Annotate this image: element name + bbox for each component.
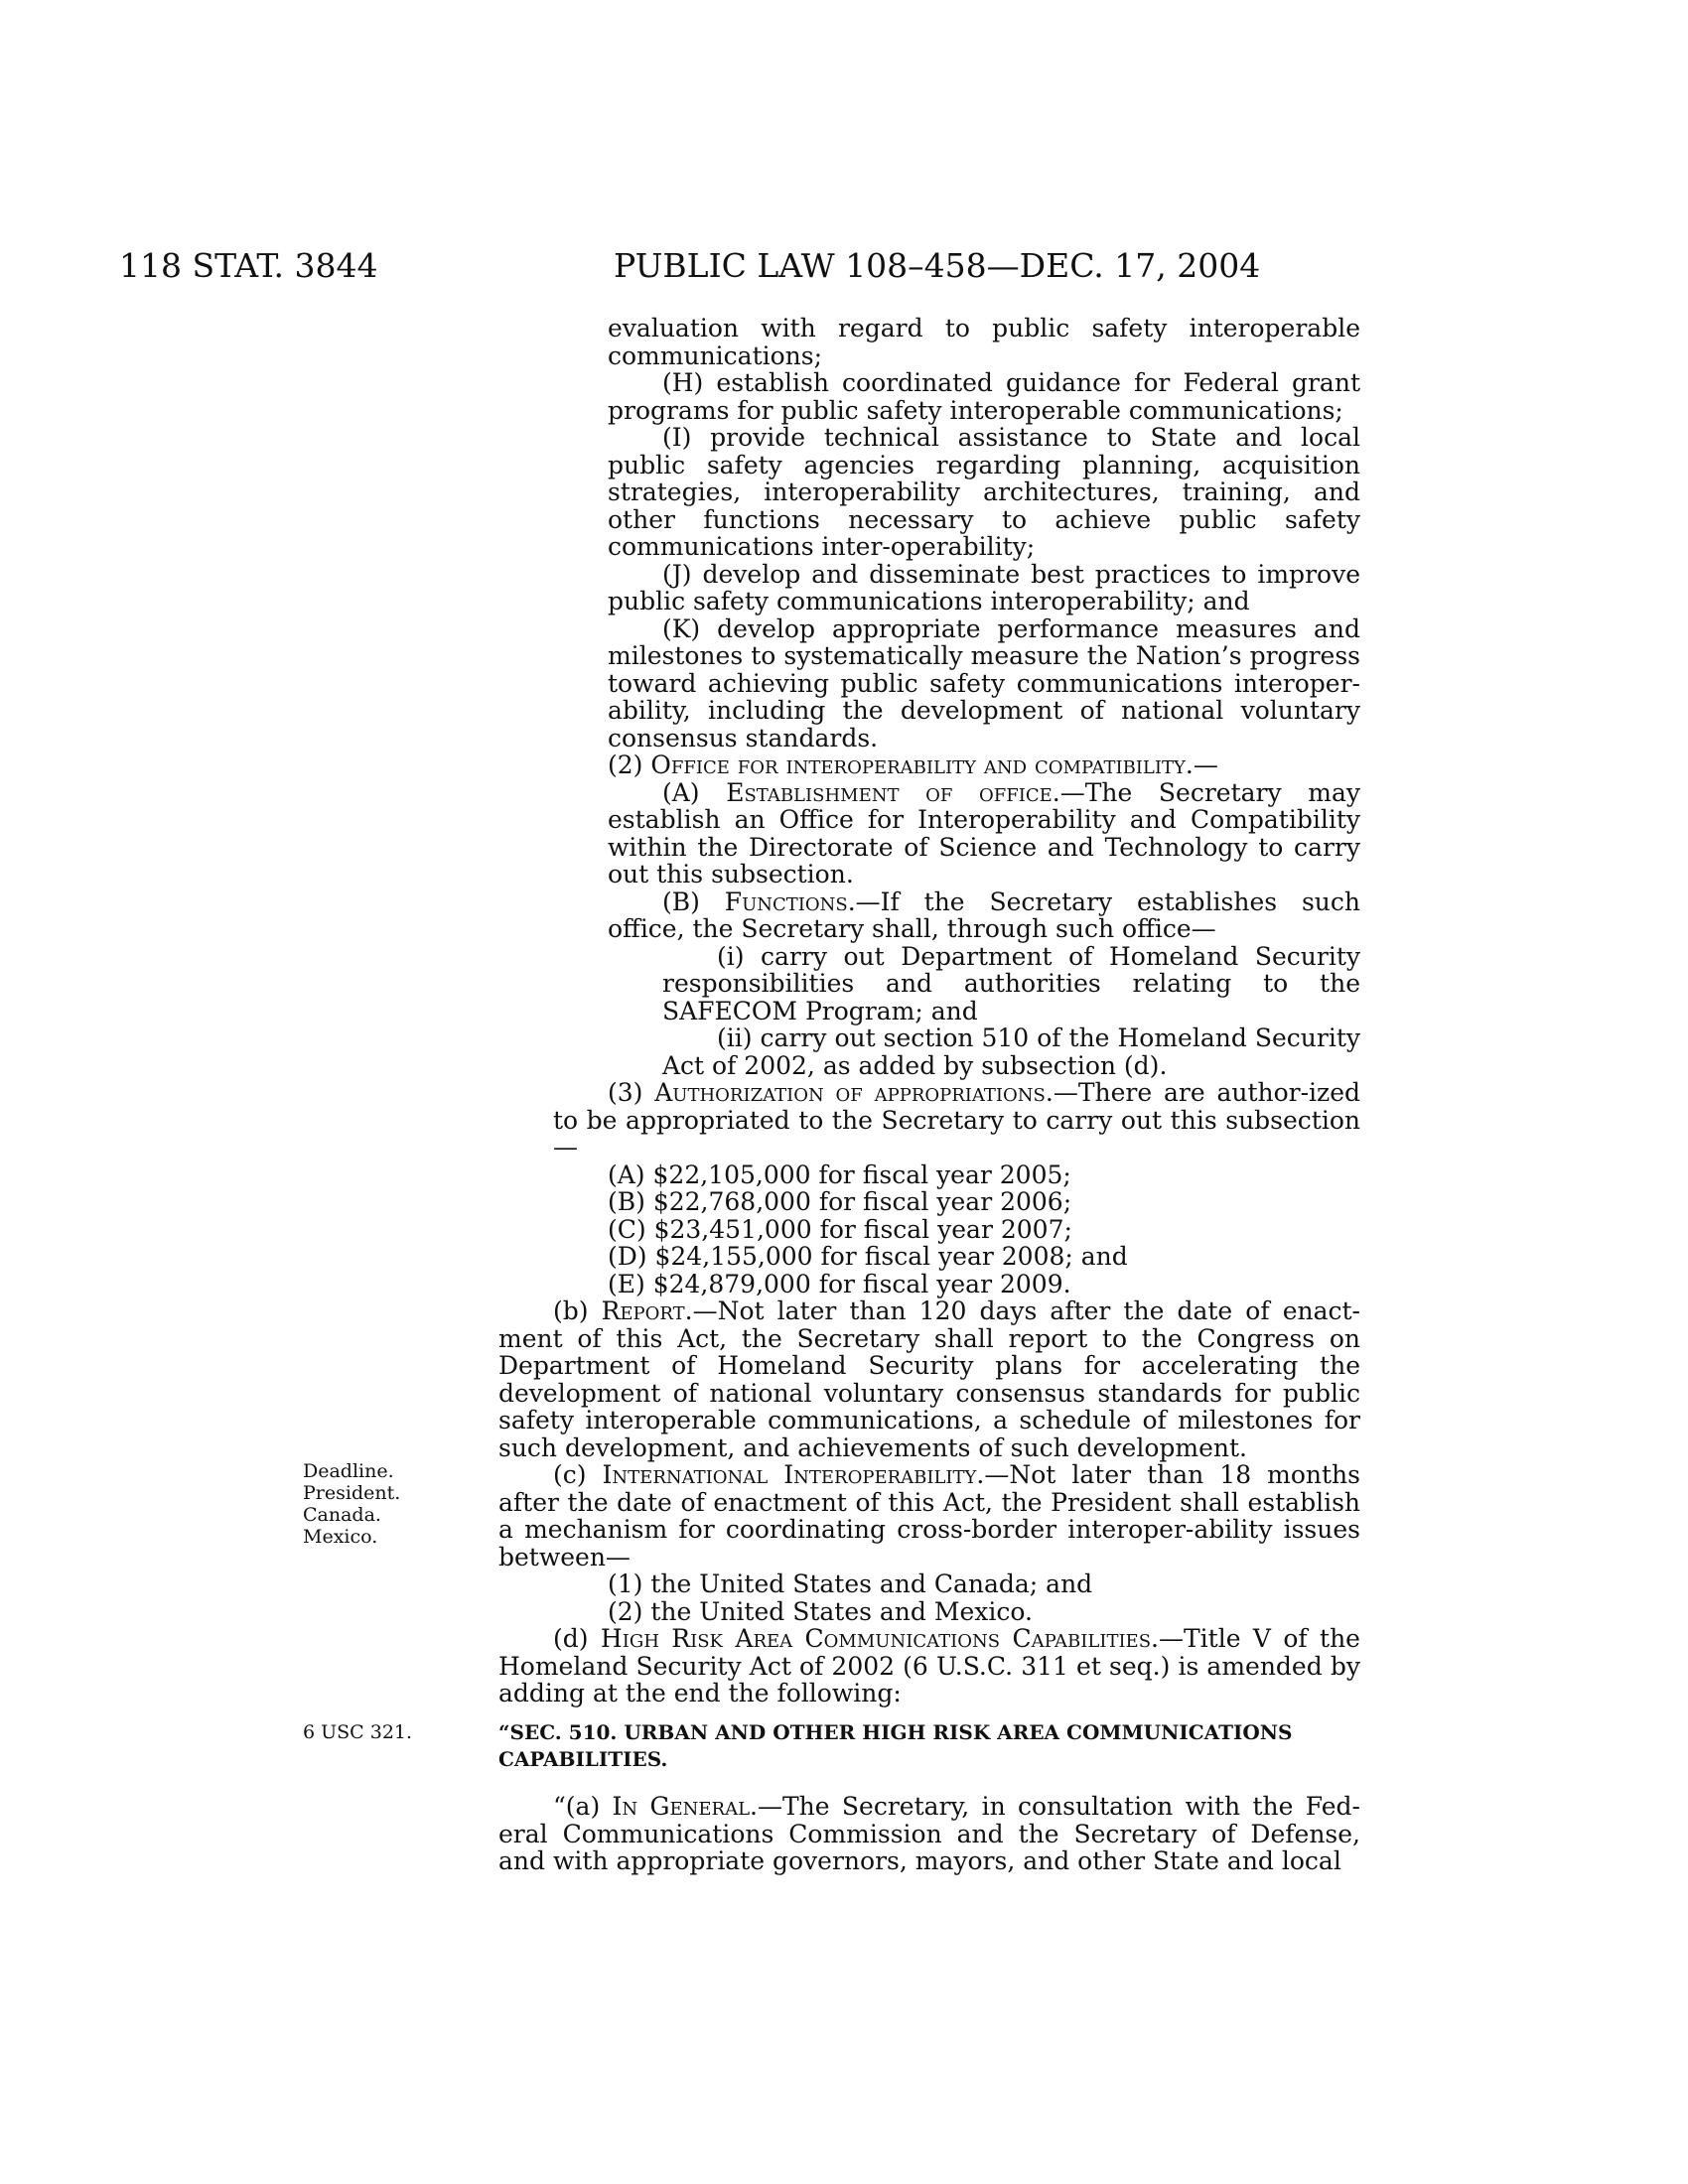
section-510-body xyxy=(498,1793,1360,1875)
paragraph-h: (H) establish coordinated guidance for Federal grant programs for public safety interoperable communications; xyxy=(608,368,1360,425)
indented-column-upper xyxy=(608,315,1360,1079)
paragraph-i: (I) provide technical assistance to State and local public safety agencies regarding planning, acquisition strategies, interoperability architectures, training, and other functions necessary to achieve public safety communications inter-operability; xyxy=(608,423,1360,561)
paragraph-c-international: (c) International Interoperability.—Not later than 18 months after the date of enactment of this Act, the President shall establish a mechanism for coordinating cross-border interoper-ability issues between— xyxy=(498,1460,1360,1571)
margin-note-mexico-label: Mexico. xyxy=(303,1526,378,1548)
clause-ii: (ii) carry out section 510 of the Homeland Security Act of 2002, as added by subsection (d). xyxy=(662,1024,1360,1080)
paragraph-j: (J) develop and disseminate best practices to improve public safety communications interoperability; and xyxy=(608,559,1360,615)
paragraph-2b: (B) Functions.—If the Secretary establishes such office, the Secretary shall, through such office— xyxy=(608,887,1360,943)
appropriations-list xyxy=(498,1161,1360,1298)
paragraph-k: (K) develop appropriate performance measures and milestones to systematically measure the Nation’s progress toward achieving public safety communications interoper-ability, including the development of national voluntary consensus standards. xyxy=(608,614,1360,752)
paragraph-c1: (1) the United States and Canada; and xyxy=(608,1570,1093,1598)
page-stat-number: 118 STAT. 3844 xyxy=(119,246,378,285)
appropriation-item: (A) $22,105,000 for fiscal year 2005; xyxy=(608,1160,1071,1189)
section-510-heading: “SEC. 510. URBAN AND OTHER HIGH RISK AREA COMMUNICATIONS CAPABILITIES. xyxy=(498,1720,1293,1771)
paragraph-2a: (A) Establishment of office.—The Secretary may establish an Office for Interoperability and Compatibility within the Directorate of Science and Technology to carry out this subsection. xyxy=(608,777,1360,888)
appropriation-item: (B) $22,768,000 for fiscal year 2006; xyxy=(608,1187,1072,1216)
clause-i: (i) carry out Department of Homeland Security responsibilities and authorities relating to the SAFECOM Program; and xyxy=(662,941,1360,1025)
appropriation-item: (E) $24,879,000 for fiscal year 2009. xyxy=(608,1269,1071,1298)
paragraph-3-authorization: (3) Authorization of appropriations.—There are author-ized to be appropriated to the Secretary to carry out this subsection— xyxy=(553,1078,1361,1161)
paragraph-d-high-risk: (d) High Risk Area Communications Capabilities.—Title V of the Homeland Security Act of 2002 (6 U.S.C. 311 et seq.) is amended by adding at the end the following: xyxy=(498,1624,1360,1707)
margin-note-usc: 6 USC 321. xyxy=(303,1721,413,1743)
paragraph-c2: (2) the United States and Mexico. xyxy=(608,1596,1033,1626)
paragraph-2-heading: (2) Office for interoperability and compatibility.— xyxy=(608,751,1218,779)
main-column-lower xyxy=(498,1079,1360,1707)
margin-note-canada-label: Canada. xyxy=(303,1504,381,1526)
appropriation-item: (D) $24,155,000 for fiscal year 2008; and xyxy=(608,1242,1128,1271)
paragraph-g-continuation: evaluation with regard to public safety interoperable communications; xyxy=(608,314,1360,370)
margin-note-deadline xyxy=(303,1460,400,1548)
margin-note-deadline-label: Deadline. xyxy=(303,1460,394,1482)
paragraph-b-report: (b) Report.—Not later than 120 days after the date of enact-ment of this Act, the Secretary shall report to the Congress on Department of Homeland Security plans for accelerating the development of national voluntary consensus standards for public safety interoperable communications, a schedule of milestones for such development, and achievements of such development. xyxy=(498,1297,1360,1462)
running-header-title: PUBLIC LAW 108–458—DEC. 17, 2004 xyxy=(614,246,1261,285)
paragraph-510a: “(a) In General.—The Secretary, in consultation with the Fed-eral Communications Commission and the Secretary of Defense, and with appropriate governors, mayors, and other State and local xyxy=(498,1792,1360,1875)
appropriation-item: (C) $23,451,000 for fiscal year 2007; xyxy=(608,1214,1072,1244)
margin-note-president-label: President. xyxy=(303,1482,401,1504)
